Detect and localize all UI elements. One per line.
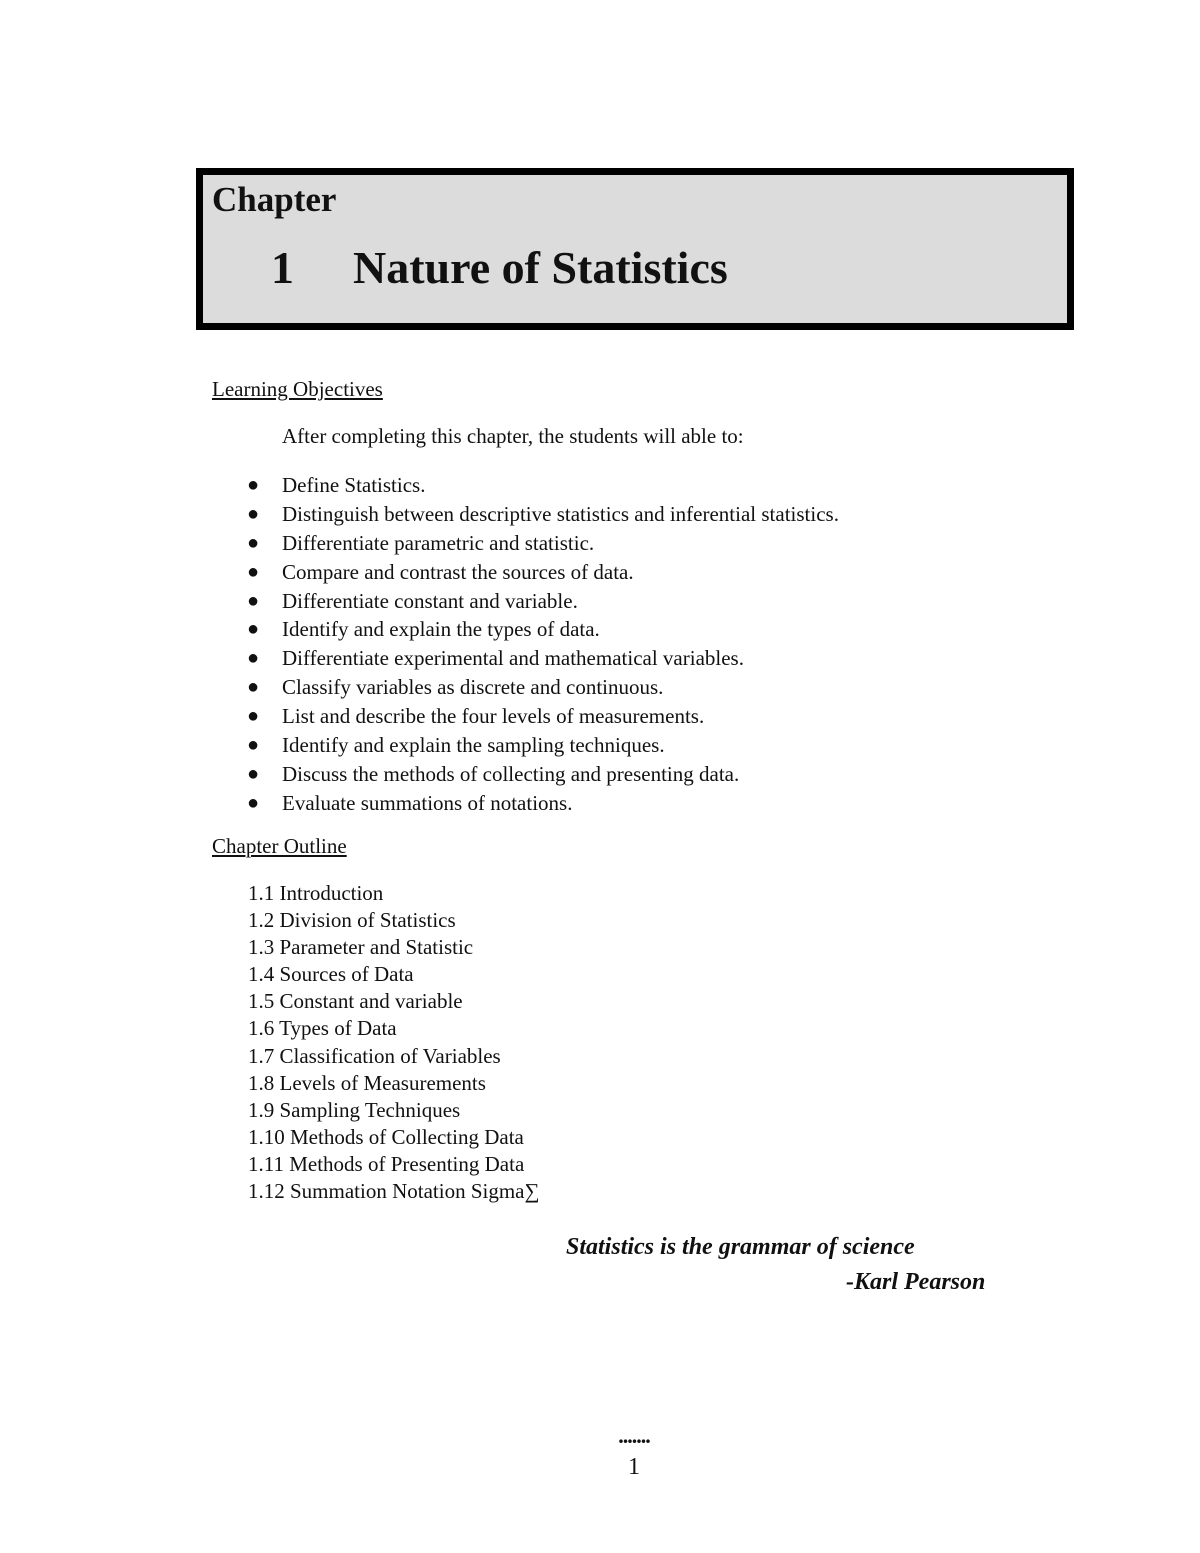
chapter-number: 1 bbox=[271, 242, 294, 293]
quote-text: Statistics is the grammar of science bbox=[566, 1234, 915, 1260]
learning-objectives-heading: Learning Objectives bbox=[212, 377, 383, 401]
outline-item: 1.2 Division of Statistics bbox=[248, 908, 456, 933]
chapter-outline-list bbox=[248, 880, 539, 1205]
bullet-icon: ● bbox=[247, 531, 260, 554]
outline-item: 1.6 Types of Data bbox=[248, 1016, 397, 1041]
bullet-icon: ● bbox=[247, 474, 260, 496]
objective-text: Identify and explain the types of data. bbox=[282, 617, 600, 642]
outline-item: 1.1 Introduction bbox=[248, 881, 384, 905]
outline-item: 1.4 Sources of Data bbox=[248, 962, 414, 987]
objective-text: Compare and contrast the sources of data. bbox=[282, 559, 634, 584]
bullet-icon: ● bbox=[247, 589, 260, 612]
footer-separator: ....... bbox=[618, 1423, 650, 1448]
objective-text: Identify and explain the sampling techniques. bbox=[282, 733, 665, 758]
objective-text: Evaluate summations of notations. bbox=[282, 790, 573, 815]
learning-objectives-intro: After completing this chapter, the students will able to: bbox=[282, 424, 744, 448]
objective-text: Discuss the methods of collecting and presenting data. bbox=[282, 761, 740, 786]
bullet-icon: ● bbox=[247, 560, 260, 583]
quote-author: -Karl Pearson bbox=[846, 1269, 986, 1295]
bullet-icon: ● bbox=[247, 705, 260, 728]
outline-item: 1.3 Parameter and Statistic bbox=[248, 935, 474, 960]
outline-item: 1.10 Methods of Collecting Data bbox=[248, 1124, 524, 1149]
page-number: 1 bbox=[628, 1454, 640, 1480]
bullet-icon: ● bbox=[247, 762, 260, 785]
objective-text: List and describe the four levels of measurements. bbox=[282, 704, 705, 729]
bullet-icon: ● bbox=[247, 618, 260, 641]
outline-item: 1.12 Summation Notation Sigma∑ bbox=[248, 1179, 540, 1204]
bullet-icon: ● bbox=[247, 647, 260, 670]
bullet-icon: ● bbox=[247, 791, 260, 814]
objective-text: Differentiate constant and variable. bbox=[282, 588, 578, 613]
chapter-header-box bbox=[196, 168, 1074, 330]
objective-text: Define Statistics. bbox=[282, 473, 426, 497]
outline-item: 1.7 Classification of Variables bbox=[248, 1043, 501, 1068]
objective-text: Distinguish between descriptive statistics and inferential statistics. bbox=[282, 501, 839, 526]
objective-text: Differentiate parametric and statistic. bbox=[282, 530, 595, 555]
bullet-icon: ● bbox=[247, 734, 260, 757]
bullet-icon: ● bbox=[247, 502, 260, 525]
outline-item: 1.11 Methods of Presenting Data bbox=[248, 1151, 525, 1176]
objective-text: Classify variables as discrete and continuous. bbox=[282, 675, 664, 700]
outline-item: 1.5 Constant and variable bbox=[248, 989, 463, 1014]
outline-item: 1.8 Levels of Measurements bbox=[248, 1070, 486, 1095]
objective-text: Differentiate experimental and mathematical variables. bbox=[282, 646, 744, 671]
chapter-outline-heading: Chapter Outline bbox=[212, 834, 347, 858]
bullet-icon: ● bbox=[247, 676, 260, 699]
chapter-title: Nature of Statistics bbox=[353, 242, 728, 293]
outline-item: 1.9 Sampling Techniques bbox=[248, 1097, 461, 1122]
chapter-label: Chapter bbox=[212, 180, 337, 219]
